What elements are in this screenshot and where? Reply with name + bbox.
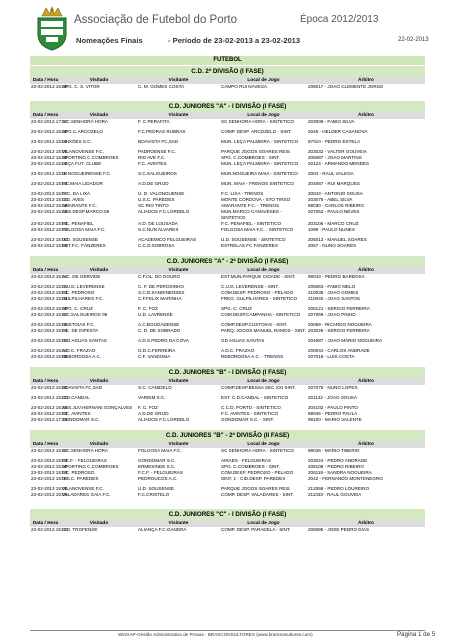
- table-cell: U.S.C. PAREDES: [62, 476, 99, 481]
- table-cell: 204087 - RUI MARQUES: [308, 181, 360, 186]
- table-cell: ALIADOS F.C.LORDELO: [138, 417, 190, 422]
- table-cell: 23-02-2013 15:00: [31, 84, 68, 89]
- table-cell: 23-02-2013 15:00: [31, 296, 68, 301]
- table-cell: 206121 - SERGIO FERREIRA: [308, 306, 370, 311]
- table-cell: BOAVISTA FC,SAD: [62, 385, 103, 390]
- table-cell: C.D. AVES: [62, 197, 85, 202]
- division-title: C.D. JUNIORES "C" - I DIVISÃO (I FASE): [30, 508, 425, 520]
- table-cell: 23-02-2013 15:00: [31, 464, 68, 469]
- table-row: [30, 385, 425, 395]
- table-cell: LEÇA FUT. CLUBE: [62, 161, 102, 166]
- table-cell: CAMPO RUI NAVEGA: [221, 84, 268, 89]
- table-cell: SPG.C.ARCOZELO: [62, 129, 103, 134]
- table-cell: 23-02-2013 15:00: [31, 395, 68, 400]
- column-header: Visitante: [137, 112, 220, 119]
- table-row: [30, 139, 425, 149]
- table-cell: U.D. LAVRENSE: [138, 312, 173, 317]
- table-cell: 210040 - JOAO SANTOS: [308, 296, 361, 301]
- table-cell: 23-02-2013 15:00: [31, 492, 68, 497]
- table-cell: U.D. SOUSENSE - SINTETICO: [221, 237, 286, 242]
- column-header: Visitante: [137, 378, 220, 385]
- table-header-row: [30, 378, 425, 385]
- table-cell: F. C.PERAFITA: [138, 119, 170, 124]
- table-cell: 23-02-2013 15:00: [31, 155, 68, 160]
- table-cell: A.D.C. FRAZAO: [221, 348, 255, 353]
- table-cell: COMP.DESP.BESSA SEC.XXI SINT.: [221, 385, 296, 390]
- table-cell: ESTRELAS FC FANZERES: [221, 243, 278, 248]
- column-header: Visitante: [137, 520, 220, 527]
- table-row: [30, 312, 425, 322]
- table-cell: C.C.D.SOBROSA: [138, 243, 175, 248]
- column-header: Local de Jogo: [220, 77, 307, 84]
- table-cell: GONDOMAR S.C.: [62, 417, 100, 422]
- table-cell: 23-02-2013 15:00: [31, 306, 68, 311]
- nominations-label: Nomeações Finais: [76, 36, 143, 45]
- table-cell: 23-02-2013 15:00: [31, 227, 68, 232]
- column-header: Data / Hora: [30, 520, 61, 527]
- table-cell: S.C.D.SANDINENSES: [138, 290, 185, 295]
- table-cell: F.C. AVINTES: [138, 161, 167, 166]
- table-cell: U. D. VALONGUENSE: [138, 191, 185, 196]
- table-cell: ASS.DESP.MARCO 09: [62, 209, 110, 214]
- page-footer: [0, 630, 453, 640]
- division-title: C.D. JUNIORES "A" - 2ª DIVISÃO (I FASE): [30, 255, 425, 267]
- table-cell: G.D.AGUAS SANTAS: [62, 338, 107, 343]
- table-cell: 208108 - PEDRO RIBEIRO: [308, 464, 364, 469]
- table-cell: SPG. C.COMBROES - SINT.: [221, 155, 280, 160]
- table-cell: 23-02-2013 15:00: [31, 274, 68, 279]
- table-cell: 23-02-2013 15:00: [31, 203, 68, 208]
- table-cell: 23-02-2013 15:00: [31, 458, 68, 463]
- table-cell: SPG. C. CRUZ: [221, 306, 252, 311]
- table-cell: COM.DESP. PEDROSO - PELADO: [221, 470, 294, 475]
- table-cell: 207018 - LUIS COSTA: [308, 354, 355, 359]
- table-row: [30, 171, 425, 181]
- table-cell: 203009 - FABIO SILVA: [308, 119, 355, 124]
- table-cell: 2004 - RAUL VALEGA: [308, 171, 354, 176]
- table-cell: 203028 - SERGIO FERREIRA: [308, 328, 370, 333]
- table-cell: 23-02-2013 15:00: [31, 448, 68, 453]
- column-header: Local de Jogo: [220, 520, 307, 527]
- table-cell: F. C. FOZ: [138, 306, 158, 311]
- table-cell: COM.DESP.CAMPANHA - SINTETICO: [221, 312, 301, 317]
- table-cell: 23-02-2013 15:00: [31, 338, 68, 343]
- table-cell: 99045 - PEDRO PAULA: [308, 411, 358, 416]
- table-cell: 23-02-2013 15:00: [31, 486, 68, 491]
- period-label: - Período de 23-02-2013 a 23-02-2013: [168, 36, 301, 45]
- column-header: Local de Jogo: [220, 267, 307, 274]
- table-cell: 23-02-2013 15:00: [31, 328, 68, 333]
- table-cell: S.C. CANIDELO: [138, 385, 172, 390]
- table-cell: SC RIO TINTO: [138, 203, 169, 208]
- table-row: [30, 395, 425, 405]
- table-cell: 23-02-2013 15:00: [31, 181, 68, 186]
- table-cell: SPORTING C.COMBROES: [62, 155, 119, 160]
- table-cell: CUSTOIAS F.C.: [62, 322, 95, 327]
- column-header: Visitado: [61, 520, 137, 527]
- table-cell: A.C.BOUGADENSE: [138, 322, 180, 327]
- table-cell: A.D. DE LOUSADA: [138, 221, 178, 226]
- table-cell: 1099 - PAULO NUNES: [308, 227, 355, 232]
- table-cell: 207075 - NUNO LOPES: [308, 385, 358, 390]
- table-row: [30, 161, 425, 171]
- table-cell: PARQUE JOGOS SOARES REIS: [221, 149, 290, 154]
- table-row: [30, 209, 425, 221]
- table-cell: 20043 - ANTONIO SOUSA: [308, 191, 363, 196]
- nominations-list: [30, 56, 425, 537]
- season-label: Época 2012/2013: [300, 14, 379, 25]
- column-header: Árbitro: [307, 378, 425, 385]
- table-cell: 208017 - JOAO CLEMENTE JORGE: [308, 84, 384, 89]
- table-cell: SINT. 1 - CID.DESP. PAREDES: [221, 476, 286, 481]
- table-cell: PARQUE JOGOS SOARES REIS: [221, 486, 290, 491]
- table-cell: 23-02-2013 15:00: [31, 470, 68, 475]
- table-header-row: [30, 77, 425, 84]
- table-cell: 204087 - JOAO MÁRIO NOGUEIRA: [308, 338, 383, 343]
- table-cell: 203032 - VALTER GOUVEIA: [308, 149, 367, 154]
- table-cell: F.C. AVINTES - SINTETICO: [221, 411, 279, 416]
- table-cell: VAREIM S.C.: [138, 395, 166, 400]
- table-row: [30, 181, 425, 191]
- table-cell: C.U.D. LEVERENSE - SINT.: [221, 284, 279, 289]
- table-cell: 99100 - MARIO VALENTE: [308, 417, 362, 422]
- column-header: Data / Hora: [30, 267, 61, 274]
- division-title: C.D. JUNIORES "B" - 2ª DIVISÃO (II FASE): [30, 429, 425, 441]
- org-title: Associação de Futebol do Porto: [74, 14, 238, 26]
- table-cell: F. C. DA LIXA: [62, 191, 91, 196]
- table-cell: 23-02-2013 15:00: [31, 385, 68, 390]
- table-cell: SC SENHORA HORA - SINTETICO: [221, 448, 294, 453]
- print-date: 22-02-2013: [398, 37, 429, 43]
- table-cell: F. C. FOZ: [138, 405, 158, 410]
- table-row: [30, 527, 425, 537]
- table-row: [30, 328, 425, 338]
- table-cell: 23-02-2013 15:00: [31, 139, 68, 144]
- table-cell: SPG. C.COMBROES - SINT.: [221, 464, 280, 469]
- fixtures-table: [30, 378, 425, 423]
- column-header: Visitado: [61, 441, 137, 448]
- table-cell: F.C. PENAFIEL - SINTETICO: [221, 221, 282, 226]
- table-cell: 205087 - JOAO MARTINS: [308, 155, 362, 160]
- table-cell: F.C.CRISTELO: [138, 492, 170, 497]
- table-cell: 210038 - JOAO GOMES: [308, 290, 359, 295]
- table-cell: 20069 - RICARDO NOGUEIRA: [308, 322, 372, 327]
- table-cell: C. D. DE SOBRADO: [138, 328, 181, 333]
- table-cell: 99030 - CARLOS RIBEIRO: [308, 203, 364, 208]
- table-cell: 206119 - SANDRA NOGUEIRA: [308, 470, 372, 475]
- table-cell: G.D.C.FERREIRA: [138, 348, 176, 353]
- table-cell: FOLGOSA MAIA F.C. - SINTETICO: [221, 227, 294, 232]
- table-cell: REBORDOSA A.C. - TRENOS: [221, 354, 284, 359]
- table-cell: 207069 - JOAO PINHO: [308, 312, 356, 317]
- table-cell: 23-02-2013 15:00: [31, 312, 68, 317]
- table-row: [30, 84, 425, 94]
- table-cell: REBORDOSA A.C.: [62, 354, 102, 359]
- table-header-row: [30, 441, 425, 448]
- page-number: Página 1 de 5: [397, 631, 436, 638]
- table-cell: A.D.C. FRAZAO: [62, 348, 96, 353]
- table-cell: SPG. C. CRUZ: [62, 306, 93, 311]
- table-cell: 23-02-2013 15:00: [31, 237, 68, 242]
- table-row: [30, 274, 425, 284]
- table-cell: GONDOMAR S.C. - SINT.: [221, 417, 275, 422]
- table-cell: MUN. LEÇA PALMEIRA - SINTETICO: [221, 139, 299, 144]
- table-cell: VILANOVENSE F.C.: [62, 149, 104, 154]
- table-cell: MUN.MARCO CANAVESES - SINTETICO: [221, 209, 282, 220]
- table-cell: 205013 - MANUEL SOARES: [308, 237, 367, 242]
- sub-header: [0, 36, 453, 50]
- table-cell: 212068 - PEDRO LOUREIRO: [308, 486, 370, 491]
- table-cell: 23-02-2013 15:00: [31, 284, 68, 289]
- table-cell: EST.F.C. FÂNZERES: [62, 243, 106, 248]
- table-cell: ALIANÇA F.C.GANDRA: [138, 527, 187, 532]
- table-cell: C.U.D. LEVERENSE: [62, 284, 105, 289]
- table-cell: SPG. C. S. VITOR: [62, 84, 100, 89]
- table-cell: S.C.SALGUEIROS: [138, 171, 177, 176]
- table-cell: FOLGOSA MAIA F.C.: [138, 448, 182, 453]
- table-cell: 23-02-2013 15:00: [31, 348, 68, 353]
- column-header: Visitado: [61, 378, 137, 385]
- column-header: Data / Hora: [30, 77, 61, 84]
- table-cell: COM.DESP. PEDROSO - PELADO: [221, 290, 294, 295]
- table-cell: F.C. PENAFIEL: [62, 221, 94, 226]
- table-cell: 204102 - PAULO PINTO: [308, 405, 358, 410]
- table-cell: PARQ. JOGOS MANUEL RAMOS - SINT.: [221, 328, 306, 333]
- table-cell: 2067 - NUNO SOARES: [308, 243, 357, 248]
- table-cell: 203024 - PEDRO ANDRADE: [308, 458, 368, 463]
- fixtures-table: [30, 267, 425, 360]
- table-cell: 2042 - FERNANDO MONTENEGRO: [308, 476, 383, 481]
- table-cell: SPORTING C.COMBROES: [62, 464, 119, 469]
- table-cell: 99036 - MARIO TIBERIO: [308, 448, 360, 453]
- table-cell: 23-02-2013 15:00: [31, 221, 68, 226]
- table-cell: MONTE CORDOVA - STO TIRSO: [221, 197, 291, 202]
- division-title: C.D. JUNIORES "A" - I DIVISÃO (I FASE): [30, 100, 425, 112]
- table-row: [30, 476, 425, 486]
- table-cell: RIO AVE F.C.: [138, 155, 166, 160]
- table-cell: F.C. PEDROSO: [62, 290, 95, 295]
- column-header: Visitado: [61, 112, 137, 119]
- footer-divider: [30, 630, 425, 631]
- table-cell: 211033 - RAUL GOUVEIA: [308, 492, 362, 497]
- column-header: Local de Jogo: [220, 441, 307, 448]
- fixtures-table: [30, 441, 425, 502]
- table-cell: 23-02-2013 15:00: [31, 149, 68, 154]
- table-cell: FREG. GULPILHARES - SINTETICO: [221, 296, 298, 301]
- table-cell: U.D. SOUSENSE: [138, 486, 174, 491]
- column-header: Data / Hora: [30, 441, 61, 448]
- table-cell: 205063 - FABIO MELO: [308, 284, 356, 289]
- table-cell: FOLGOSA MAIA F.C.: [62, 227, 106, 232]
- table-cell: PADROENSE F.C.: [138, 149, 176, 154]
- table-cell: ASS.JUV.HERNANI GONÇALVES: [62, 405, 133, 410]
- table-cell: C.C.D. PORTO - SINTETICO: [221, 405, 281, 410]
- table-cell: AMARANTE F.C.: [62, 203, 97, 208]
- table-cell: BOAVISTA FC,SAD: [138, 139, 179, 144]
- table-cell: MUN.NOGUEIRA MAIA - SINTETICO: [221, 171, 298, 176]
- table-cell: 97010 - PEDRO ESTELA: [308, 139, 361, 144]
- table-header-row: [30, 520, 425, 527]
- table-cell: COMP. DESP. ARCOZELO - SINT.: [221, 129, 292, 134]
- table-cell: S.C.SALGUEIROS 08: [62, 312, 108, 317]
- table-cell: F.C. LIXA - TRENOS: [221, 191, 264, 196]
- column-header: Local de Jogo: [220, 112, 307, 119]
- table-cell: EST. C.D.CANDAL - SINTETICO: [221, 395, 289, 400]
- table-header-row: [30, 112, 425, 119]
- table-cell: F.C. PEDROSO: [62, 470, 95, 475]
- table-cell: F.C. AVINTES: [62, 411, 91, 416]
- table-cell: 206095 - JOSE PEDRO DIAS: [308, 527, 370, 532]
- table-cell: 23-02-2013 15:00: [31, 476, 68, 481]
- table-cell: ALIADOS F.C.LORDELO: [138, 209, 190, 214]
- table-cell: 99043 - PEDRO BARBOSA: [308, 274, 365, 279]
- table-cell: C.F.FELIX MARINHA: [138, 296, 182, 301]
- table-cell: 23-02-2013 15:00: [31, 191, 68, 196]
- table-cell: 23-02-2013 15:00: [31, 290, 68, 295]
- page-header: [0, 0, 453, 56]
- table-cell: GONDOMAR S.C.: [138, 458, 176, 463]
- table-cell: F.C. DE INFESTA: [62, 328, 99, 333]
- table-cell: PEDROUCOS A.C.: [138, 476, 178, 481]
- column-header: Árbitro: [307, 520, 425, 527]
- column-header: Data / Hora: [30, 378, 61, 385]
- table-cell: LEIXÕES S.C.: [62, 139, 92, 144]
- table-cell: MUN. MAIA - FRENOS SINTETICO: [221, 181, 294, 186]
- column-header: Local de Jogo: [220, 378, 307, 385]
- column-header: Visitante: [137, 441, 220, 448]
- table-cell: AIRAES - FELGUEIRAS: [221, 458, 272, 463]
- table-row: [30, 296, 425, 306]
- table-cell: A.D.DE GRIJO: [138, 411, 169, 416]
- table-cell: GULPILHARES F.C.: [62, 296, 104, 301]
- table-row: [30, 129, 425, 139]
- table-cell: 203078 - ABEL SILVA: [308, 197, 353, 202]
- table-cell: 23-02-2013 17:15: [31, 417, 68, 422]
- table-row: [30, 119, 425, 129]
- column-header: Visitado: [61, 77, 137, 84]
- table-cell: COMP. DESP. VALADARES - SINT.: [221, 492, 294, 497]
- column-header: Árbitro: [307, 441, 425, 448]
- division-title: C.D. JUNIORES "B" - I DIVISÃO (I FASE): [30, 366, 425, 378]
- table-row: [30, 227, 425, 237]
- table-cell: ACADEMICO FELGUEIRAS: [138, 237, 197, 242]
- column-header: Visitante: [137, 77, 220, 84]
- table-cell: A.C. DE GERVIDE: [62, 274, 101, 279]
- table-cell: 23-02-2013 16:30: [31, 405, 68, 410]
- table-cell: S.C.SENHORA HORA: [62, 119, 108, 124]
- table-cell: GD AGUAS SANTAS: [221, 338, 265, 343]
- column-header: Árbitro: [307, 112, 425, 119]
- table-cell: S.C.SENHORA HORA: [62, 448, 108, 453]
- fixtures-table: [30, 77, 425, 94]
- column-header: Árbitro: [307, 267, 425, 274]
- table-cell: 23-02-2013 15:00: [31, 171, 68, 176]
- column-header: Visitante: [137, 267, 220, 274]
- table-cell: C.F.OL. DO DOURO: [138, 274, 181, 279]
- table-row: [30, 338, 425, 348]
- table-cell: EST.MUN.PARQUE CIDADE - SINT.: [221, 274, 296, 279]
- table-cell: 23-02-2013 15:00: [31, 209, 68, 214]
- table-cell: U. NOGUEIRENSE F.C.: [62, 171, 112, 176]
- table-cell: 23-02-2013 15:00: [31, 129, 68, 134]
- table-cell: AMARANTE F.C. - TRENOS: [221, 203, 280, 208]
- table-cell: C.D. TROFENSE: [62, 527, 98, 532]
- table-cell: U.D. SOUSENSE: [62, 237, 98, 242]
- table-cell: F.C.MAIA LIDADOR: [62, 181, 103, 186]
- table-cell: ERMESINDE S.C.: [138, 464, 176, 469]
- table-cell: 23-02-2013 15:00: [31, 354, 68, 359]
- table-cell: VILANOVENSE F.C.: [62, 486, 104, 491]
- table-cell: 201132 - JOAO SOUSA: [308, 395, 357, 400]
- column-header: Visitado: [61, 267, 137, 274]
- table-cell: 23-02-2013 15:00: [31, 161, 68, 166]
- table-cell: SC SENHORA HORA - SINTETICO: [221, 119, 294, 124]
- table-cell: F.C.F. - FELGUEIRAS: [62, 458, 107, 463]
- table-cell: U.S.C. PAREDES: [138, 197, 175, 202]
- table-cell: 203106 - MARCO CRUZ: [308, 221, 359, 226]
- fixtures-table: [30, 112, 425, 249]
- division-title: C.D. 2ª DIVISÃO (I FASE): [30, 65, 425, 77]
- table-row: [30, 448, 425, 458]
- table-cell: F.C.F. - FELGUEIRAS: [138, 470, 183, 475]
- table-cell: 23-02-2013 17:00: [31, 119, 68, 124]
- fixtures-table: [30, 520, 425, 537]
- table-row: [30, 492, 425, 502]
- table-cell: C. M. GOMES COSTA: [138, 84, 185, 89]
- column-header: Árbitro: [307, 77, 425, 84]
- table-cell: S.C.NUN ALVARES: [138, 227, 179, 232]
- column-header: Data / Hora: [30, 112, 61, 119]
- modality-banner: FUTEBOL: [30, 56, 425, 65]
- table-cell: 23-02-2013 15:00: [31, 243, 68, 248]
- table-cell: 200044 - CARLOS ANDRADE: [308, 348, 370, 353]
- table-cell: C.F. VANDOMA: [138, 354, 171, 359]
- table-cell: A.D.DE GRIJO: [138, 181, 169, 186]
- table-cell: COMP.DESP.CUSTOIAS - SINT.: [221, 322, 288, 327]
- table-cell: C. F. DE PEROSINHO: [138, 284, 184, 289]
- table-cell: 23-02-2013 15:00: [31, 527, 68, 532]
- table-cell: 2046 - HELDER CASANOVA: [308, 129, 368, 134]
- table-cell: COMP. DESP. PARADELA - SINT.: [221, 527, 291, 532]
- table-header-row: [30, 267, 425, 274]
- table-cell: VALADARES GAIA F.C.: [62, 492, 111, 497]
- footer-credit: WinGAP-Gestão Administrativa de Provas - BRASCONSULTORES (www.brasconsultores.com): [118, 632, 313, 637]
- table-cell: 23-02-2013 15:00: [31, 322, 68, 327]
- table-cell: C.D.CANDAL: [62, 395, 90, 400]
- table-cell: 23-02-2013 15:00: [31, 197, 68, 202]
- table-cell: 207052 - PAULO NEVES: [308, 209, 360, 214]
- table-cell: A.D.S.PEDRO DA COVA: [138, 338, 189, 343]
- table-cell: 23-02-2013 15:00: [31, 411, 68, 416]
- table-cell: 20124 - ARMANDO MENDES: [308, 161, 370, 166]
- table-cell: F.C.PEDRAS RUBRAS: [138, 129, 186, 134]
- table-cell: MUN. LEÇA PALMEIRA - SINTETICO: [221, 161, 299, 166]
